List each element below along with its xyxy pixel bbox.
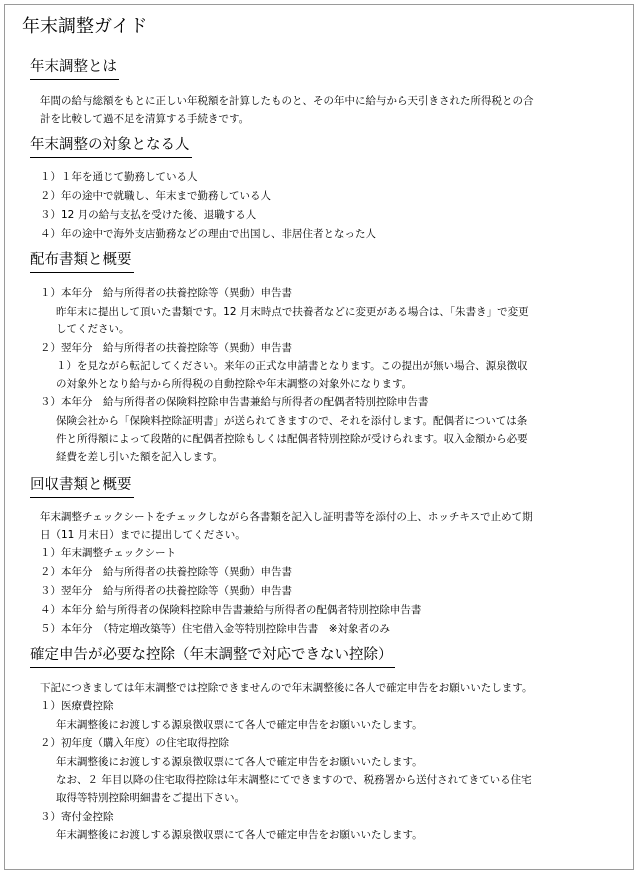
list-item: ５）本年分 （特定増改築等）住宅借入金等特別控除申告書 ※対象者のみ (40, 623, 391, 635)
paragraph-line: 下記につきましては年末調整では控除できませんので年末調整後に各人で確定申告をお願いいたします。 (40, 682, 533, 694)
paragraph-line: 年末調整後にお渡しする源泉徴収票にて各人で確定申告をお願いいたします。 (56, 829, 423, 841)
paragraph-line: 年末調整後にお渡しする源泉徴収票にて各人で確定申告をお願いいたします。 (56, 756, 423, 768)
list-item: １）医療費控除 (40, 700, 114, 712)
paragraph-line: なお、２ 年目以降の住宅取得控除は年末調整にてできますので、税務署から送付されてきている住宅 (56, 774, 532, 786)
list-item: ３）翌年分 給与所得者の扶養控除等（異動）申告書 (40, 585, 292, 597)
list-item: ２）本年分 給与所得者の扶養控除等（異動）申告書 (40, 566, 292, 578)
paragraph-line: 昨年末に提出して頂いた書類です。12 月末時点で扶養者などに変更がある場合は、「朱書き」で変更 (56, 306, 529, 318)
list-item: ３）寄付金控除 (40, 811, 114, 823)
paragraph-line: 保険会社から「保険料控除証明書」が送られてきますので、それを添付します。配偶者については条 (56, 415, 528, 427)
paragraph-line: 年末調整チェックシートをチェックしながら各書類を記入し証明書等を添付の上、ホッチキスで止めて期 (40, 511, 533, 523)
paragraph-line: してください。 (56, 323, 130, 335)
section-heading-collected-docs: 回収書類と概要 (30, 475, 134, 498)
section-heading-what-is: 年末調整とは (30, 57, 119, 80)
list-item: ４）年の途中で海外支店勤務などの理由で出国し、非居住者となった人 (40, 228, 376, 240)
page-title: 年末調整ガイド (22, 16, 148, 37)
section-heading-eligible: 年末調整の対象となる人 (30, 135, 192, 158)
list-item: １）本年分 給与所得者の扶養控除等（異動）申告書 (40, 287, 292, 299)
paragraph-line: 経費を差し引いた額を記入します。 (56, 451, 224, 463)
paragraph-line: 年末調整後にお渡しする源泉徴収票にて各人で確定申告をお願いいたします。 (56, 719, 423, 731)
list-item: １）１年を通じて勤務している人 (40, 171, 198, 183)
section-heading-distributed-docs: 配布書類と概要 (30, 250, 134, 273)
list-item: １）年末調整チェックシート (40, 547, 177, 559)
list-item: ２）年の途中で就職し、年末まで勤務している人 (40, 190, 271, 202)
paragraph-line: １）を見ながら転記してください。来年の正式な申請書となります。この提出が無い場合、源泉徴収 (56, 360, 528, 372)
section-heading-tax-return: 確定申告が必要な控除（年末調整で対応できない控除） (30, 645, 395, 668)
list-item: ２）初年度（購入年度）の住宅取得控除 (40, 737, 229, 749)
list-item: ４）本年分 給与所得者の保険料控除申告書兼給与所得者の配偶者特別控除申告書 (40, 604, 422, 616)
paragraph-line: の対象外となり給与から所得税の自動控除や年末調整の対象外になります。 (56, 378, 413, 390)
paragraph-line: 日（11 月末日）までに提出してください。 (40, 529, 246, 541)
list-item: ２）翌年分 給与所得者の扶養控除等（異動）申告書 (40, 342, 292, 354)
paragraph-line: 取得等特別控除明細書をご提出下さい。 (56, 792, 245, 804)
paragraph-line: 件と所得額によって段階的に配偶者控除もしくは配偶者特別控除が受けられます。収入金額から必要 (56, 433, 528, 445)
paragraph-line: 計を比較して過不足を清算する手続きです。 (40, 113, 250, 125)
list-item: ３）本年分 給与所得者の保険料控除申告書兼給与所得者の配偶者特別控除申告書 (40, 396, 429, 408)
list-item: ３）12 月の給与支払を受けた後、退職する人 (40, 209, 257, 221)
paragraph-line: 年間の給与総額をもとに正しい年税額を計算したものと、その年中に給与から天引きされた所得税との合 (40, 95, 534, 107)
